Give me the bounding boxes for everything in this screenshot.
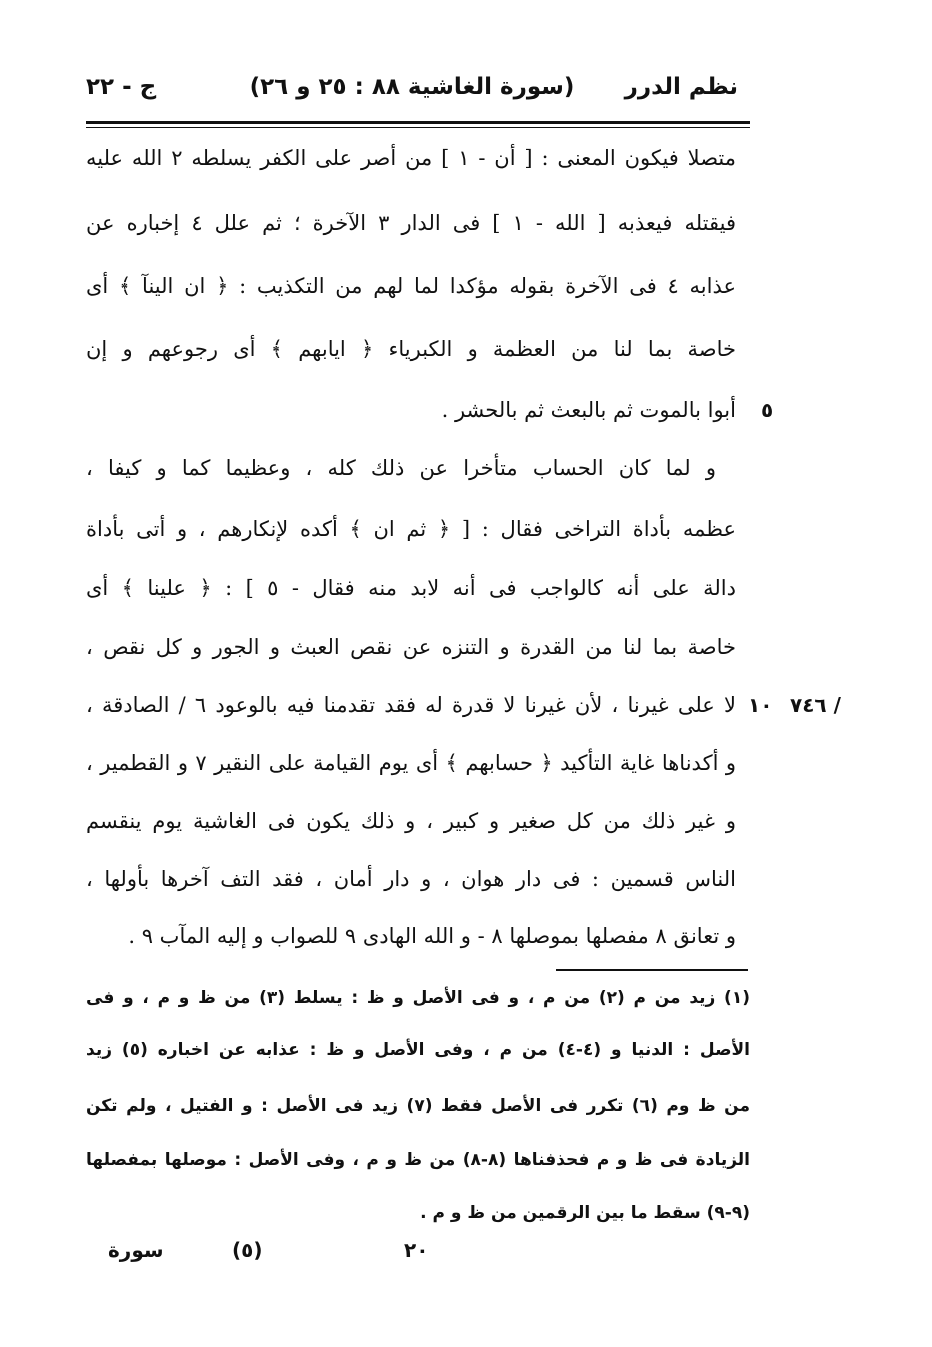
volume-number: ج - ٢٢	[86, 74, 157, 100]
text-line: فيقتله فيعذبه [ الله - ١ ] فى الدار ٣ الآخرة ؛ ثم علل ٤ إخباره عن	[86, 211, 736, 235]
header-rule-thick	[86, 121, 750, 124]
text-line: الناس قسمين : فى دار هوان ، و دار أمان ، فقد التف آخرها بأولها ،	[86, 867, 736, 891]
header-rule-thin	[86, 127, 750, 128]
text-line: و لما كان الحساب متأخرا عن ذلك كله ، وعظيما كما و كيفا ،	[86, 456, 716, 480]
chapter-number: (٥)	[232, 1238, 263, 1262]
footnote-line: (١) زيد من م (٢) من م ، و فى الأصل و ظ : يسلط (٣) من ظ و م ، و فى	[86, 988, 750, 1008]
footnote-line: الزيادة فى ظ و م فحذفناها (٨-٨) من ظ و م ، وفى الأصل : موصلها بمفصلها	[86, 1150, 750, 1170]
text-line: و غير ذلك من كل صغير و كبير ، و ذلك يكون فى الغاشية يوم ينقسم	[86, 809, 736, 833]
text-line: خاصة بما لنا من العظمة و الكبرياء ﴿ ايابهم ﴾ أى رجوعهم و إن	[86, 337, 736, 361]
text-line: متصلا فيكون المعنى : [ أن - ١ ] من أصر على الكفر يسلطه ٢ الله عليه	[86, 146, 736, 170]
catchword: سورة	[108, 1238, 164, 1262]
surah-reference: (سورة الغاشية ٨٨ : ٢٥ و ٢٦)	[249, 74, 575, 100]
text-line: أبوا بالموت ثم بالبعث ثم بالحشر .	[441, 398, 736, 422]
text-line: دالة على أنه كالواجب فى أنه لابد منه فقال - ٥ ] : ﴿ علينا ﴾ أى	[86, 576, 736, 600]
text-line: و تعانق ٨ مفصلها بموصلها ٨ - و الله الهادى ٩ للصواب و إليه المآب ٩ .	[128, 924, 736, 948]
manuscript-page-marker: ٧٤٦ /	[790, 693, 841, 717]
text-line: لا على غيرنا ، لأن غيرنا لا قدرة له فقد تقدمنا فيه بالوعود ٦ / الصادقة ،	[86, 693, 736, 717]
text-line: عذابه ٤ فى الآخرة بقوله مؤكدا لما لهم من التكذيب : ﴿ ان الينآ ﴾ أى	[86, 274, 736, 298]
text-line: عظمه بأداة التراخى فقال : [ ﴿ ثم ان ﴾ أكده لإنكارهم ، و أتى بأداة	[86, 517, 736, 541]
signature-mark: ٢٠	[404, 1238, 429, 1262]
line-number-10: ١٠	[748, 693, 773, 717]
footnote-line: من ظ وم (٦) تكرر فى الأصل فقط (٧) زيد فى الأصل : و الفتيل ، ولم تكن	[86, 1096, 750, 1116]
line-number-5: ٥	[761, 398, 774, 422]
footnote-line: الأصل : الدنيا و (٤-٤) من م ، وفى الأصل و ظ : عذابه عن اخباره (٥) زيد	[86, 1040, 750, 1060]
book-title: نظم الدرر	[624, 74, 738, 100]
footnote-rule	[556, 969, 748, 971]
footnote-line: (٩-٩) سقط ما بين الرقمين من ظ و م .	[420, 1203, 750, 1223]
running-header	[86, 70, 738, 114]
text-line: خاصة بما لنا من القدرة و التنزه عن نقص العبث و الجور و كل نقص ،	[86, 635, 736, 659]
text-line: و أكدناها غاية التأكيد ﴿ حسابهم ﴾ أى يوم القيامة على النقير ٧ و القطمير ،	[86, 751, 736, 775]
